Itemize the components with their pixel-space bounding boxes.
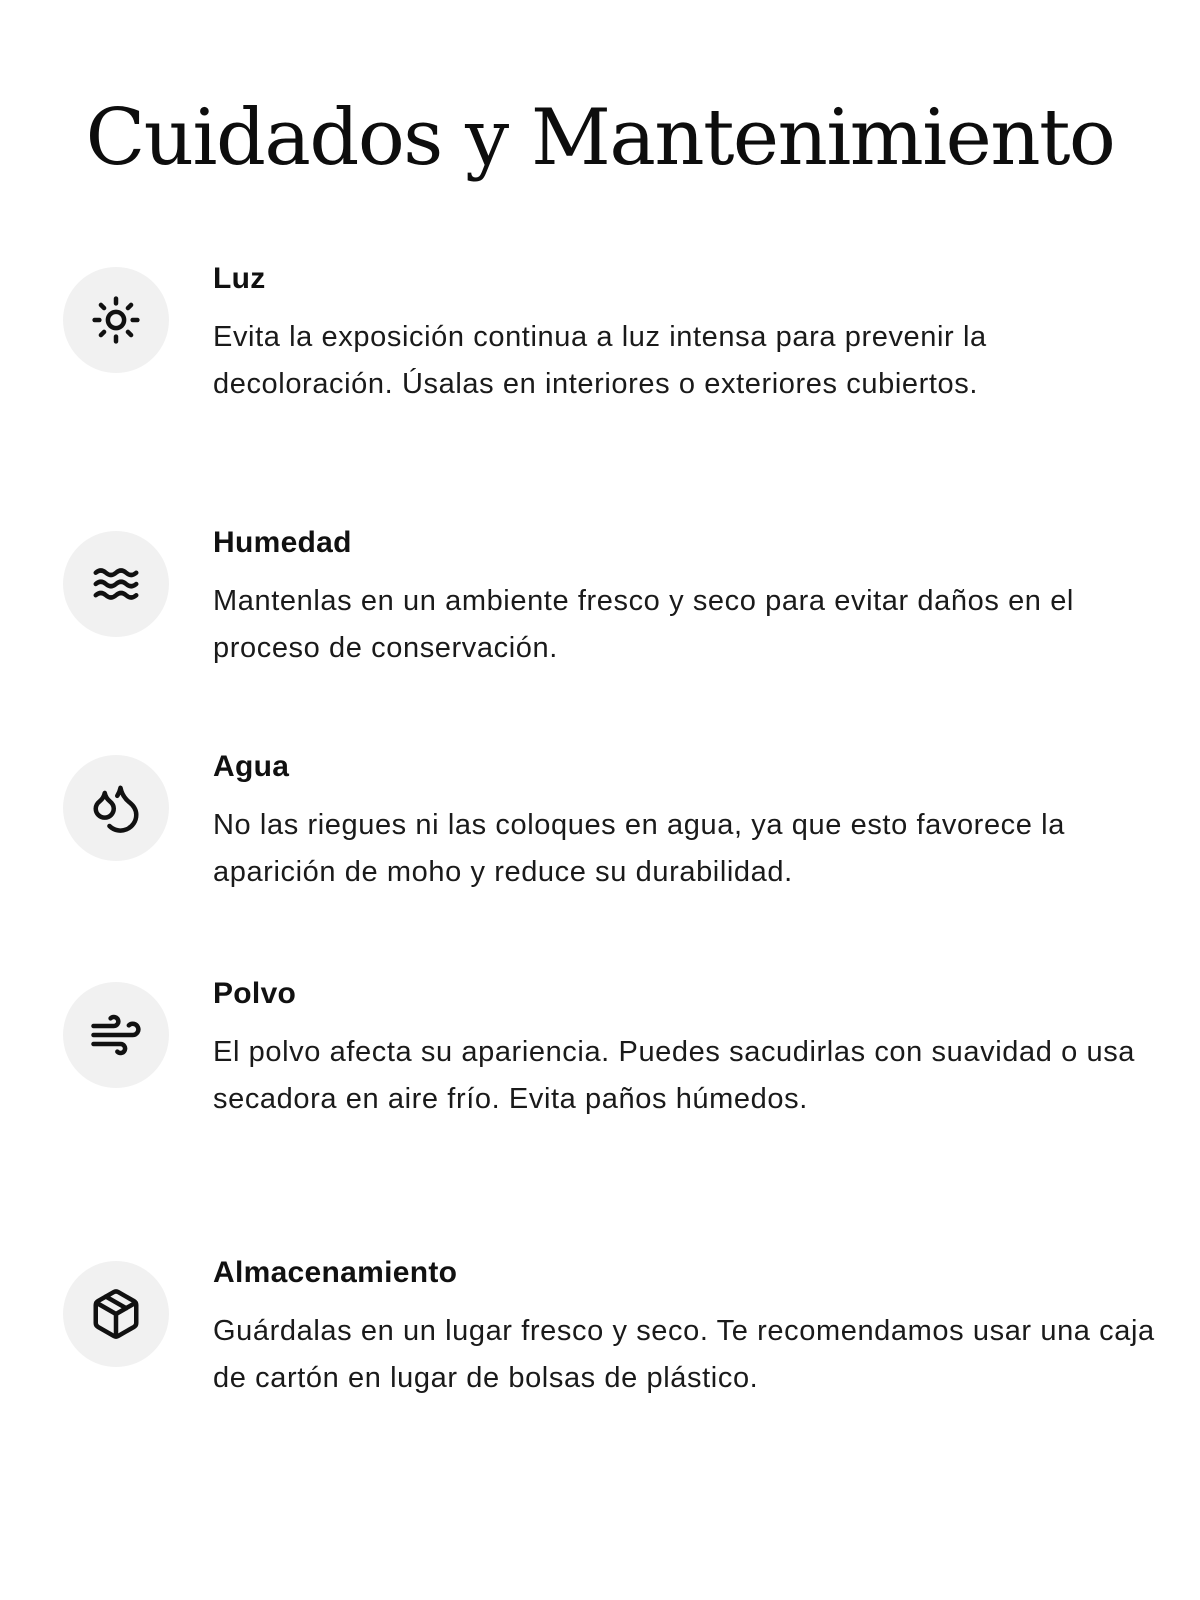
item-title: Polvo [213,977,297,1010]
care-item-humidity [0,526,1200,686]
item-title: Almacenamiento [213,1256,458,1289]
item-title: Agua [213,750,290,783]
item-description: Mantenlas en un ambiente fresco y seco para evitar daños en el proceso de conservación. [213,585,1074,664]
item-description: Guárdalas en un lugar fresco y seco. Te recomendamos usar una caja de cartón en lugar de bolsas de plástico. [213,1315,1155,1394]
sun-icon [63,267,169,373]
care-item-dust [0,977,1200,1137]
care-item-light [0,262,1200,422]
wind-icon [63,982,169,1088]
page-title: Cuidados y Mantenimiento [85,93,1115,183]
box-icon [63,1261,169,1367]
item-title: Luz [213,262,266,295]
item-title: Humedad [213,526,352,559]
item-description: Evita la exposición continua a luz intensa para prevenir la decoloración. Úsalas en interiores o exteriores cubiertos. [213,321,987,400]
item-description: No las riegues ni las coloques en agua, ya que esto favorece la aparición de moho y reduce su durabilidad. [213,809,1065,888]
care-item-water [0,750,1200,910]
waves-icon [63,531,169,637]
care-item-storage [0,1256,1200,1416]
droplets-icon [63,755,169,861]
item-description: El polvo afecta su apariencia. Puedes sacudirlas con suavidad o usa secadora en aire frío. Evita paños húmedos. [213,1036,1136,1115]
